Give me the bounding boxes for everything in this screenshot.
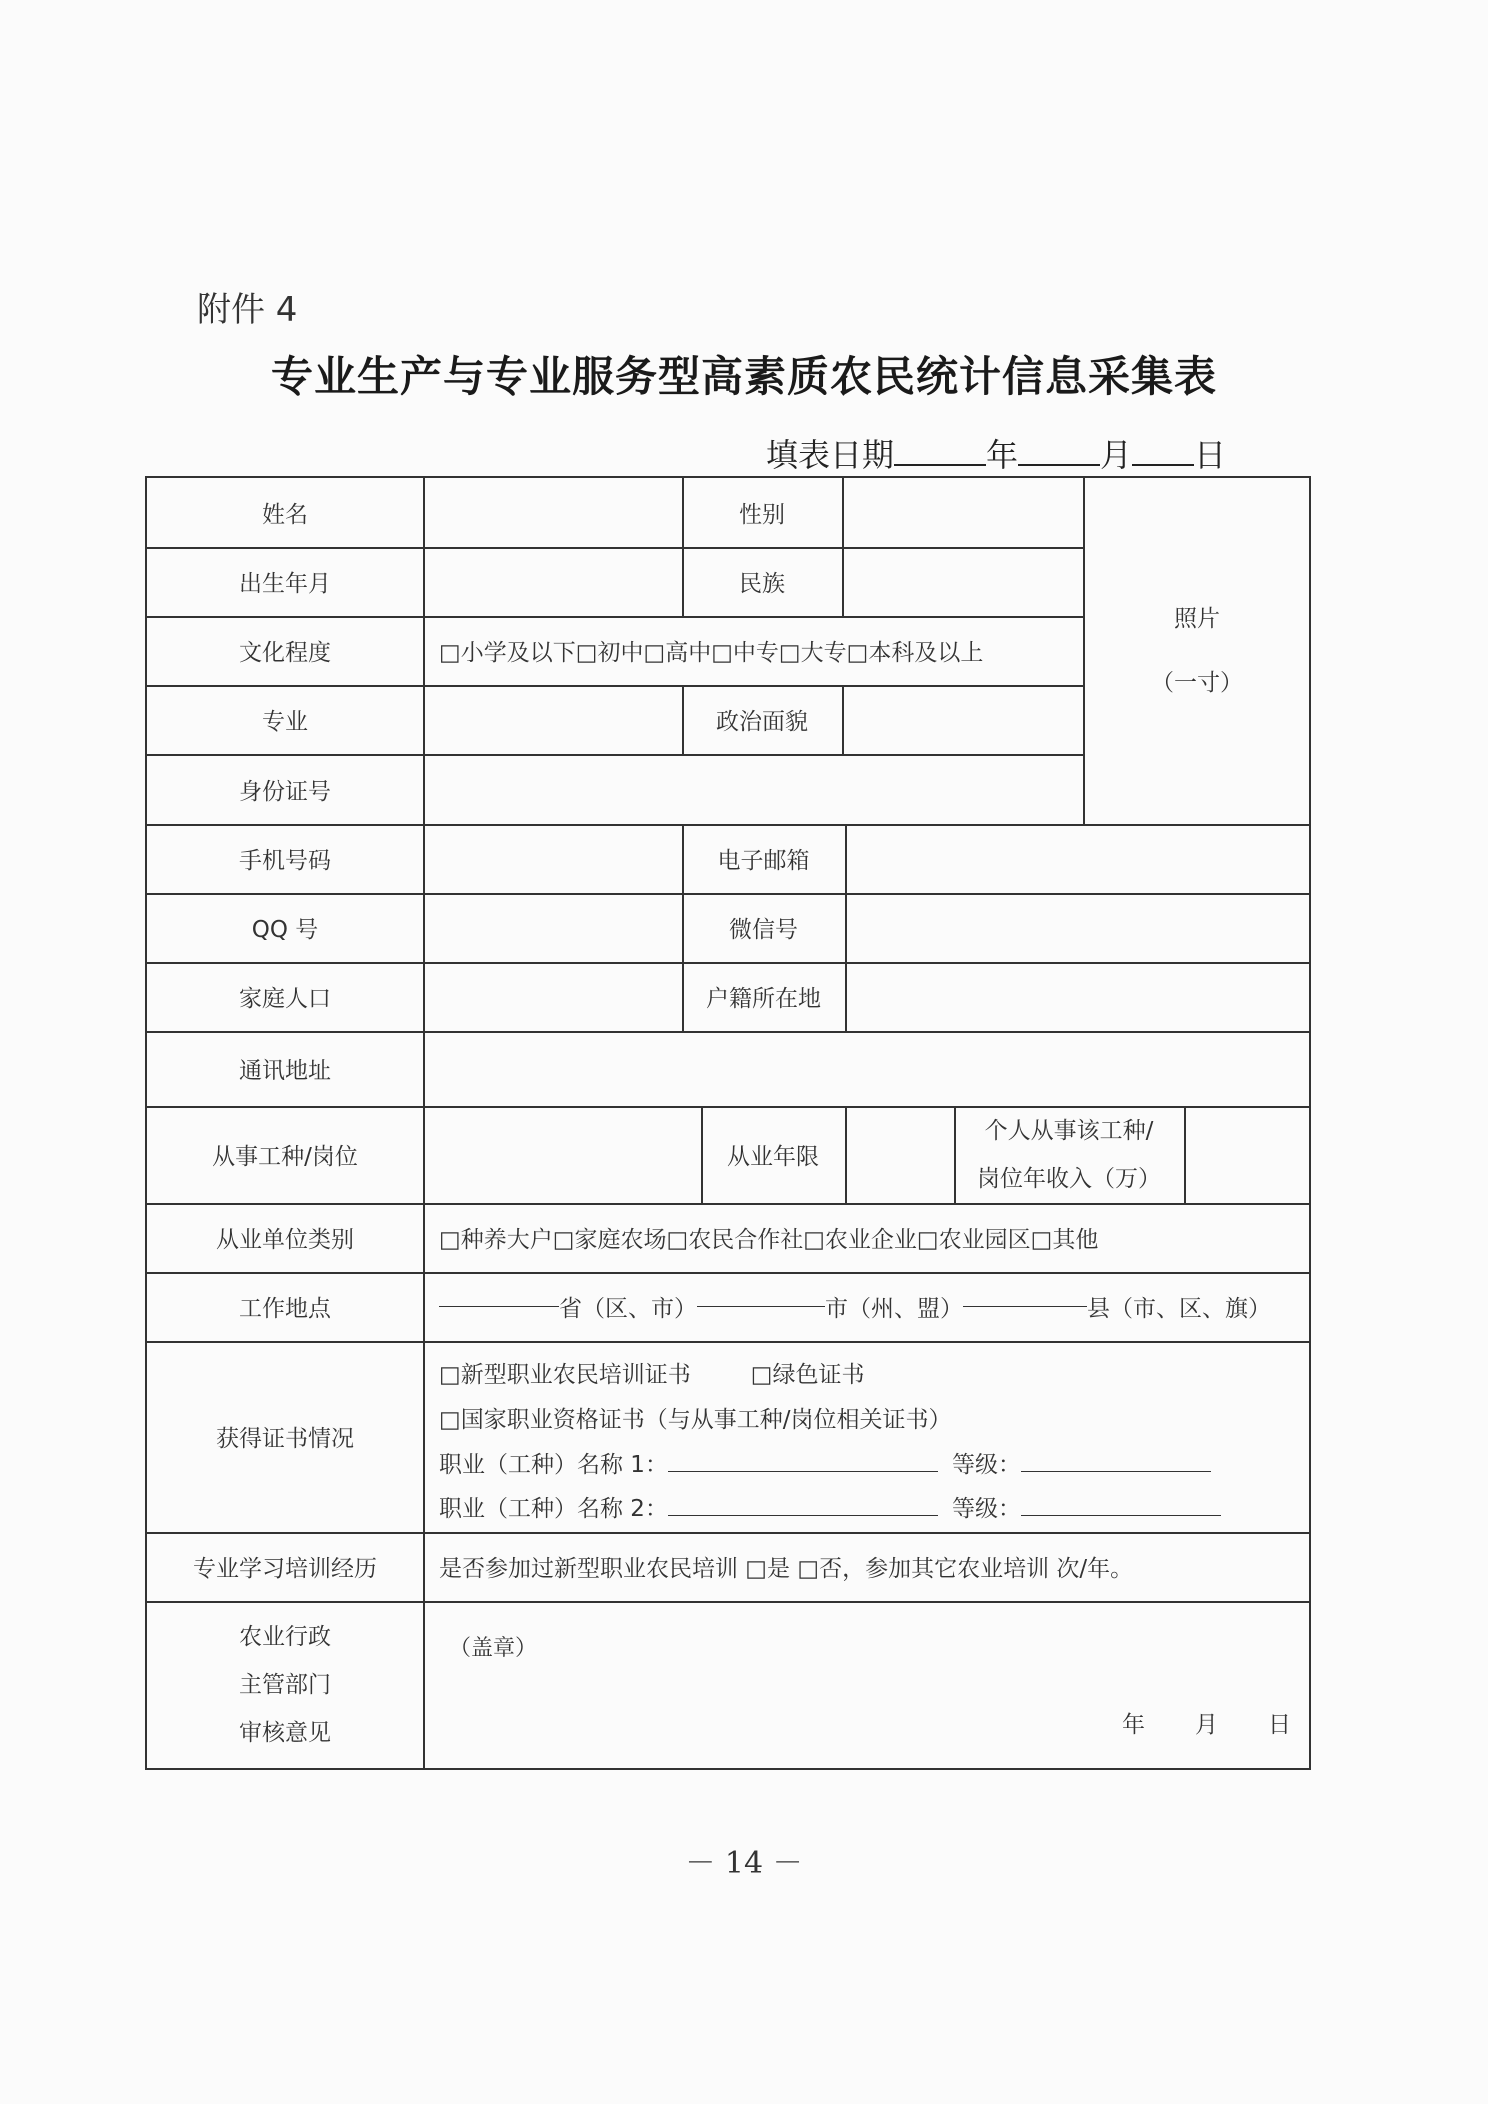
form-title: 专业生产与专业服务型高素质农民统计信息采集表 xyxy=(270,352,1217,401)
cert-job-2-label: 职业（工种）名称 2： xyxy=(439,1496,668,1522)
label-politics: 政治面貌 xyxy=(716,709,808,735)
label-education: 文化程度 xyxy=(239,640,331,666)
label-income-line1: 个人从事该工种/ xyxy=(984,1117,1154,1144)
photo-size: （一寸） xyxy=(1151,670,1243,696)
qq-field[interactable] xyxy=(425,893,682,962)
review-year: 年 xyxy=(1122,1712,1145,1738)
cert-level-1-blank[interactable] xyxy=(1021,1471,1211,1472)
label-email: 电子邮箱 xyxy=(717,848,810,874)
label-gender: 性别 xyxy=(739,502,785,528)
label-id: 身份证号 xyxy=(239,778,331,805)
city-label: 市（州、盟） xyxy=(825,1296,963,1322)
job-field[interactable] xyxy=(425,1106,701,1203)
fill-date-line xyxy=(766,430,1226,476)
cert-job-1-line xyxy=(439,1446,1211,1479)
email-field[interactable] xyxy=(847,824,1309,893)
label-certificates: 获得证书情况 xyxy=(216,1426,354,1452)
address-field[interactable] xyxy=(425,1031,1309,1106)
name-field[interactable] xyxy=(425,478,682,547)
label-qq: QQ 号 xyxy=(251,917,319,943)
id-field[interactable] xyxy=(425,754,1083,824)
review-seal: （盖章） xyxy=(449,1636,538,1661)
photo-box[interactable] xyxy=(1085,478,1309,824)
fill-year-label: 年 xyxy=(986,436,1019,474)
label-years: 从业年限 xyxy=(727,1144,819,1170)
page-number: － 14 － xyxy=(685,1846,803,1881)
info-form-table xyxy=(145,476,1311,1770)
label-address: 通讯地址 xyxy=(239,1058,331,1084)
label-workplace: 工作地点 xyxy=(239,1296,331,1322)
attachment-label: 附件 4 xyxy=(197,290,298,330)
family-field[interactable] xyxy=(425,962,682,1031)
birth-field[interactable] xyxy=(425,547,682,616)
county-label: 县（市、区、旗） xyxy=(1087,1296,1271,1322)
training-text[interactable]: 是否参加过新型职业农民培训 □是 □否，参加其它农业培训 次/年。 xyxy=(439,1556,1134,1582)
label-hukou: 户籍所在地 xyxy=(706,986,821,1012)
cert-national[interactable]: □国家职业资格证书（与从事工种/岗位相关证书） xyxy=(439,1407,952,1433)
politics-field[interactable] xyxy=(844,685,1083,754)
ethnicity-field[interactable] xyxy=(844,547,1083,616)
fill-date-label: 填表日期 xyxy=(766,436,895,474)
cert-level-2-label: 等级： xyxy=(951,1496,1021,1522)
cert-new-farmer[interactable]: □新型职业农民培训证书 xyxy=(439,1362,691,1388)
city-blank[interactable] xyxy=(697,1306,825,1307)
cert-line-1 xyxy=(439,1356,864,1389)
cert-job-2-blank[interactable] xyxy=(668,1515,938,1516)
wechat-field[interactable] xyxy=(847,893,1309,962)
gender-field[interactable] xyxy=(844,478,1083,547)
cert-job-1-label: 职业（工种）名称 1： xyxy=(439,1452,668,1478)
hukou-field[interactable] xyxy=(847,962,1309,1031)
fill-day-label: 日 xyxy=(1194,436,1227,474)
label-job: 从事工种/岗位 xyxy=(212,1144,358,1170)
label-family: 家庭人口 xyxy=(239,986,331,1012)
cert-level-2-blank[interactable] xyxy=(1021,1515,1221,1516)
label-review xyxy=(147,1601,423,1768)
years-field[interactable] xyxy=(847,1106,954,1203)
review-date[interactable] xyxy=(1122,1706,1291,1739)
fill-year-blank[interactable] xyxy=(894,434,986,466)
label-review-line3: 审核意见 xyxy=(239,1719,331,1746)
label-review-line2: 主管部门 xyxy=(239,1671,331,1698)
photo-label: 照片 xyxy=(1174,606,1220,632)
fill-month-label: 月 xyxy=(1100,436,1133,474)
label-ethnicity: 民族 xyxy=(739,571,785,597)
review-month: 月 xyxy=(1195,1712,1218,1738)
label-income-line2: 岗位年收入（万） xyxy=(977,1165,1161,1192)
label-wechat: 微信号 xyxy=(729,917,798,943)
fill-day-blank[interactable] xyxy=(1132,434,1194,466)
label-income xyxy=(954,1106,1184,1203)
income-field[interactable] xyxy=(1186,1106,1309,1203)
province-label: 省（区、市） xyxy=(559,1296,697,1322)
workplace-line xyxy=(425,1272,1309,1341)
label-major: 专业 xyxy=(262,709,308,735)
cert-level-1-label: 等级： xyxy=(951,1452,1021,1478)
phone-field[interactable] xyxy=(425,824,682,893)
education-options[interactable]: □小学及以下□初中□高中□中专□大专□本科及以上 xyxy=(439,640,984,666)
fill-month-blank[interactable] xyxy=(1018,434,1100,466)
label-review-line1: 农业行政 xyxy=(239,1623,331,1650)
cert-green[interactable]: □绿色证书 xyxy=(750,1362,865,1388)
label-birth: 出生年月 xyxy=(239,571,331,597)
cert-job-2-line xyxy=(439,1490,1221,1523)
province-blank[interactable] xyxy=(439,1306,559,1307)
label-phone: 手机号码 xyxy=(239,848,331,874)
review-day: 日 xyxy=(1268,1712,1291,1738)
label-name: 姓名 xyxy=(262,502,308,528)
cert-job-1-blank[interactable] xyxy=(668,1471,938,1472)
label-training: 专业学习培训经历 xyxy=(193,1556,377,1582)
unit-type-options[interactable]: □种养大户□家庭农场□农民合作社□农业企业□农业园区□其他 xyxy=(439,1227,1099,1253)
label-unit-type: 从业单位类别 xyxy=(216,1227,354,1253)
county-blank[interactable] xyxy=(963,1306,1087,1307)
major-field[interactable] xyxy=(425,685,682,754)
